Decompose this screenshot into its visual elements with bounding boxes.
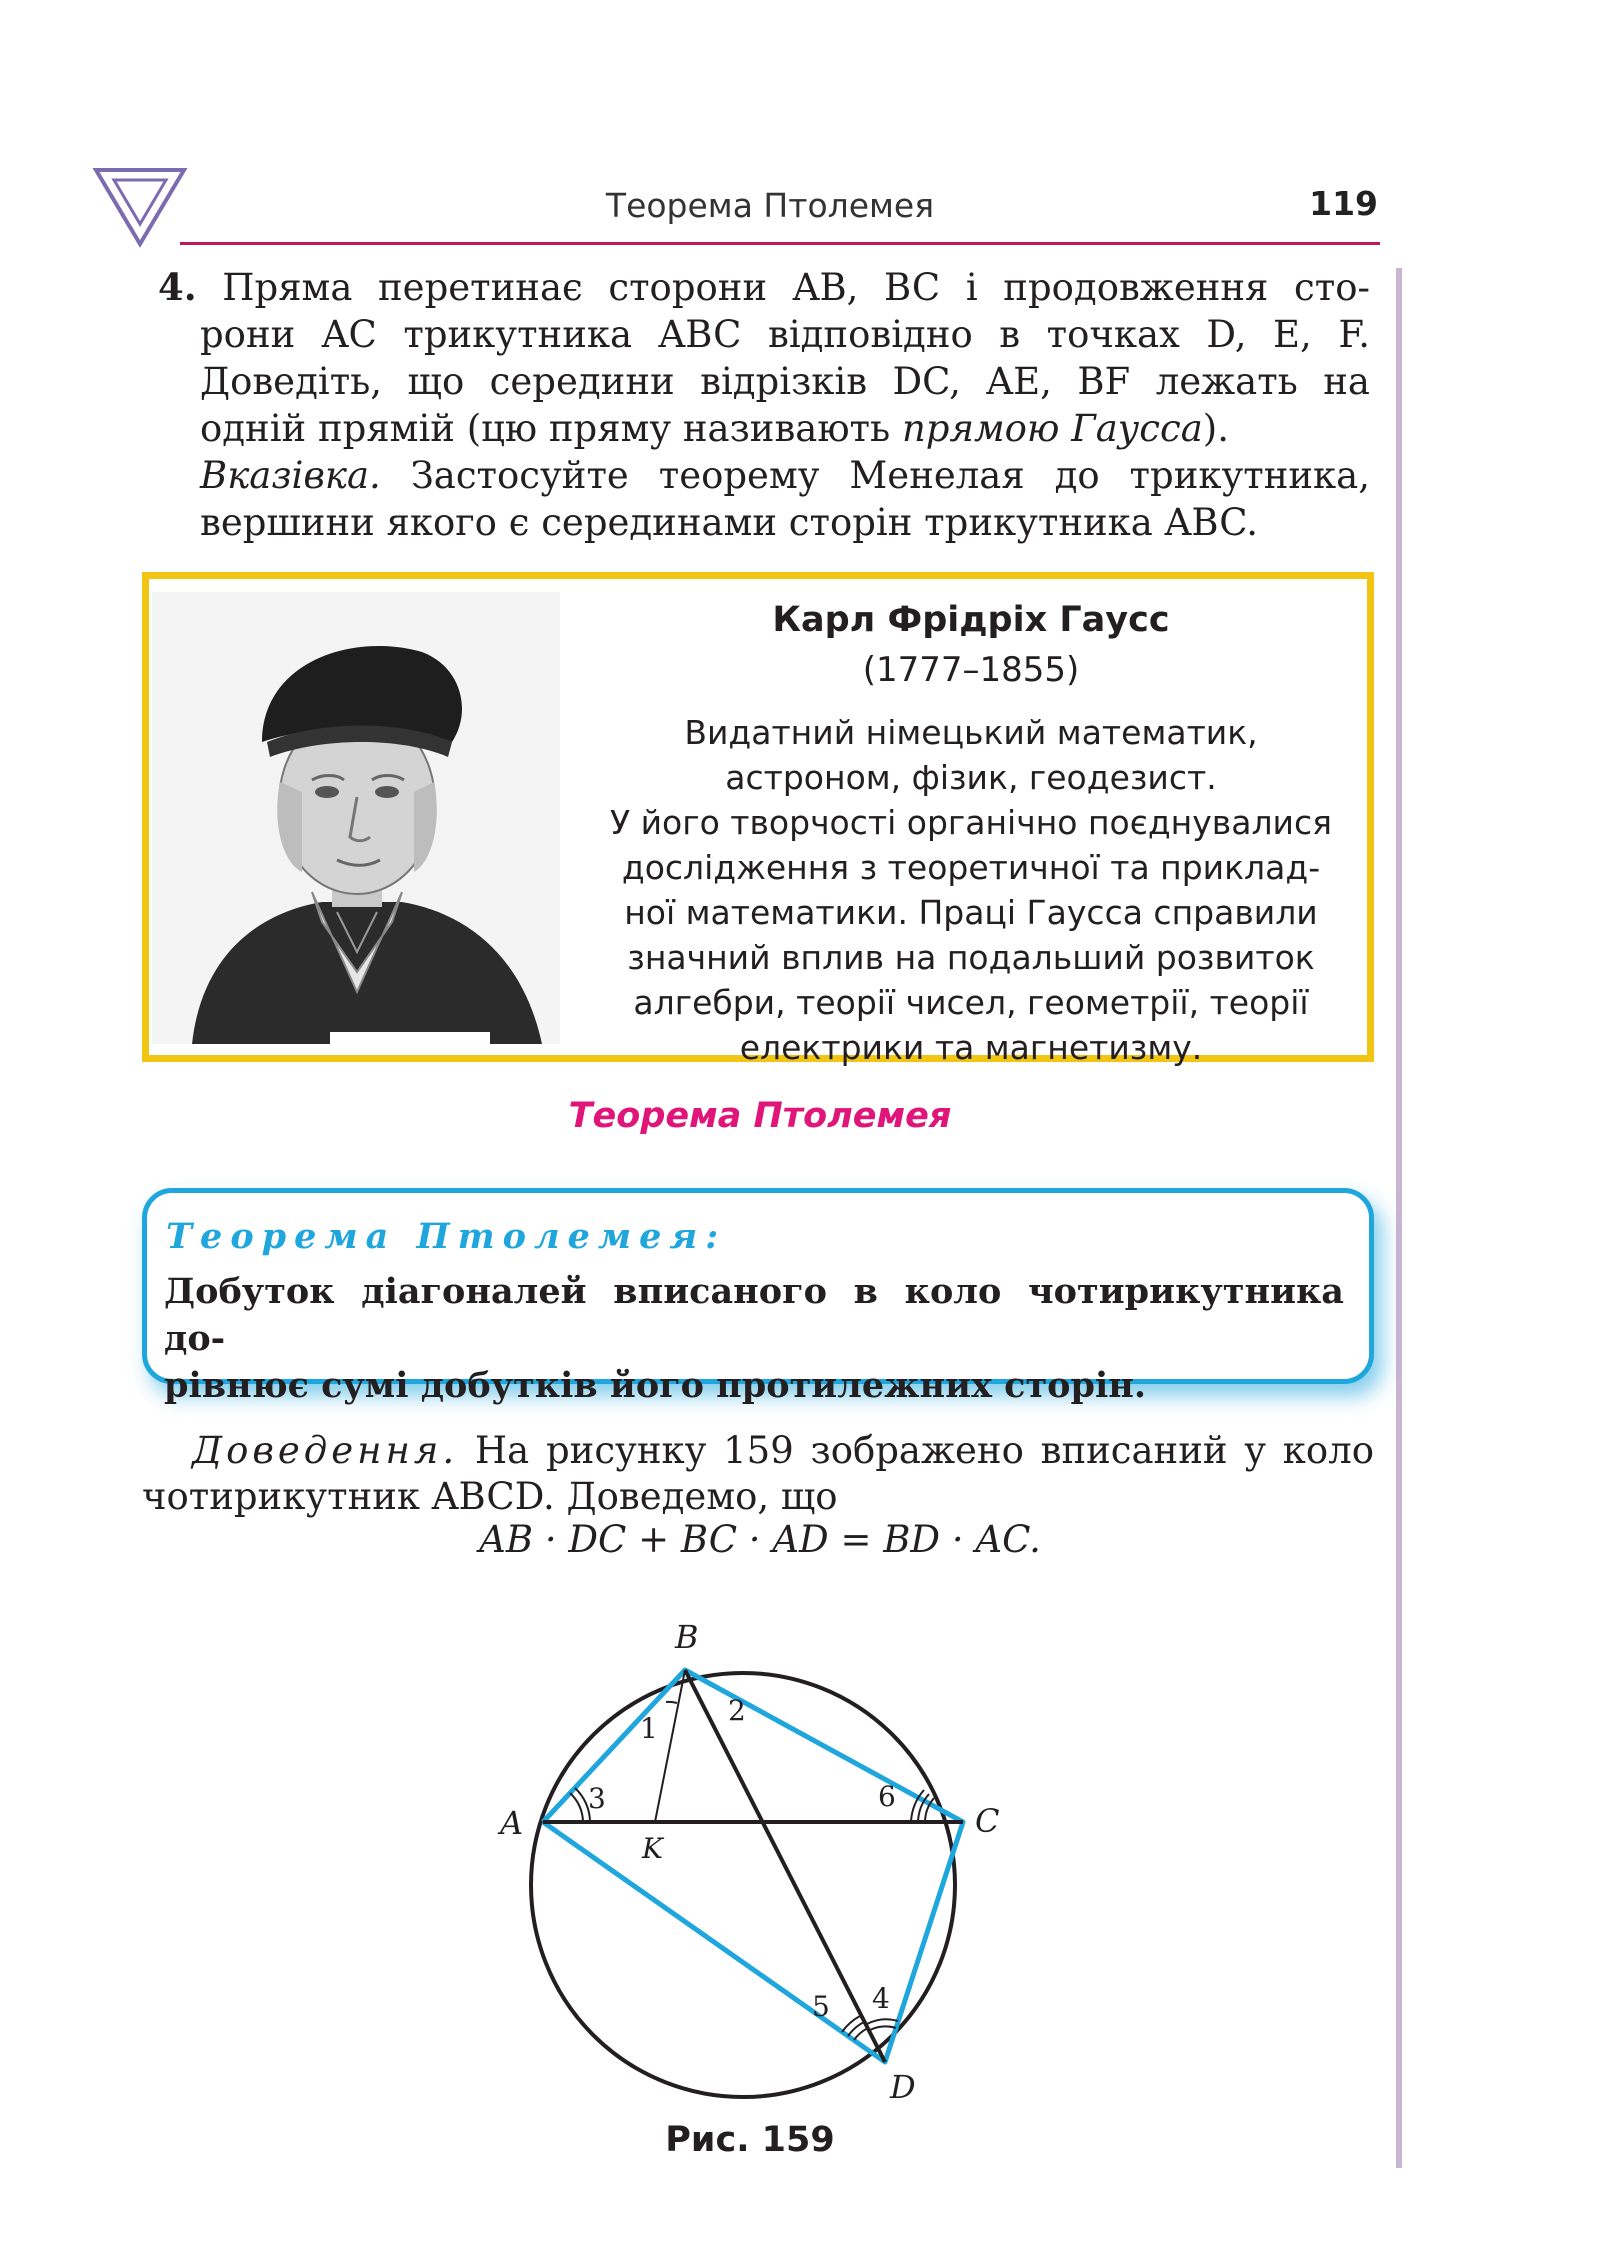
angle-arc-1 (666, 1702, 677, 1703)
theorem-line-2: рівнює сумі добутків його протилежних сторін. (164, 1365, 1147, 1406)
problem-line-2: рони AC трикутника ABC відповідно в точках D, E, F. (200, 313, 1370, 356)
point-label-a: A (500, 1804, 524, 1842)
bio-line: У його творчості органічно поєднувалися (610, 803, 1332, 842)
figure-caption: Рис. 159 (665, 2120, 835, 2160)
theorem-label: Теорема Птолемея: (166, 1216, 727, 1257)
proof-line-2: чотирикутник ABCD. Доведемо, що (142, 1475, 838, 1518)
ptolemy-formula: AB · DC + BC · AD = BD · AC. (479, 1518, 1041, 1561)
running-header-title: Теорема Птолемея (605, 186, 935, 225)
problem-line-4c: ). (1202, 407, 1229, 450)
bio-line: електрики та магнетизму. (739, 1028, 1203, 1067)
problem-line-1: Пряма перетинає сторони AB, BC і продовження сто- (222, 266, 1370, 309)
triangle-logo-icon (92, 166, 188, 250)
header-rule (180, 242, 1380, 245)
angle-label-4: 4 (872, 1982, 890, 2015)
bio-line: астроном, фізик, геодезист. (725, 758, 1217, 797)
point-label-d: D (890, 2068, 916, 2100)
problem-line-4a: одній прямій (цю пряму називають (200, 407, 902, 450)
proof-label: Доведення. (192, 1429, 459, 1472)
side-rule (1396, 268, 1402, 2168)
angle-arc-5b (848, 2022, 864, 2036)
bio-line: дослідження з теоретичної та приклад- (621, 848, 1321, 887)
gauss-portrait-image (152, 592, 560, 1044)
angle-label-5: 5 (812, 1990, 830, 2023)
section-title: Теорема Птолемея (568, 1096, 952, 1136)
bio-line: ної математики. Праці Гаусса справили (624, 893, 1318, 932)
theorem-statement (164, 1268, 1344, 1409)
bio-line: Видатний німецький математик, (684, 713, 1258, 752)
point-label-k: K (642, 1832, 663, 1865)
angle-label-3: 3 (588, 1782, 606, 1815)
theorem-line-1: Добуток діагоналей вписаного в коло чотирикутника до- (164, 1271, 1344, 1359)
problem-line-6: вершини якого є серединами сторін трикутника ABC. (200, 501, 1258, 544)
bio-line: значний вплив на подальший розвиток (627, 938, 1315, 977)
problem-line-5: Застосуйте теорему Менелая до трикутника, (380, 454, 1370, 497)
angle-label-1: 1 (640, 1712, 658, 1745)
bio-name: Карл Фрідріх Гаусс (772, 600, 1170, 640)
segment-bk (655, 1670, 685, 1822)
angle-arc-4b (867, 2019, 898, 2024)
bio-years: (1777–1855) (862, 650, 1080, 690)
angle-arc-5a (854, 2028, 868, 2040)
problem-number: 4. (158, 265, 197, 309)
proof-paragraph (142, 1428, 1374, 1520)
gauss-line-term: прямою Гаусса (901, 407, 1203, 450)
figure-159-diagram (470, 1600, 1030, 2100)
page-number: 119 (1309, 184, 1378, 223)
hint-label: Вказівка. (200, 454, 381, 497)
circumcircle (531, 1673, 955, 2097)
quadrilateral-abcd (543, 1670, 963, 2062)
bio-line: алгебри, теорії чисел, геометрії, теорії (633, 983, 1309, 1022)
angle-arc-4a (870, 2026, 896, 2030)
proof-line-1: На рисунку 159 зображено вписаний у коло (458, 1429, 1374, 1472)
problem-line-3: Доведіть, що середини відрізків DC, AE, BF лежать на (200, 360, 1370, 403)
point-label-c: C (975, 1802, 1000, 1840)
problem-4 (158, 264, 1370, 546)
diagonal-bd (685, 1670, 885, 2062)
angle-label-6: 6 (878, 1780, 896, 1813)
angle-arc-5c (842, 2016, 860, 2032)
point-label-b: B (675, 1618, 699, 1656)
angle-label-2: 2 (728, 1694, 746, 1727)
bio-text (576, 710, 1366, 1070)
angle-arc-3a (570, 1793, 583, 1822)
